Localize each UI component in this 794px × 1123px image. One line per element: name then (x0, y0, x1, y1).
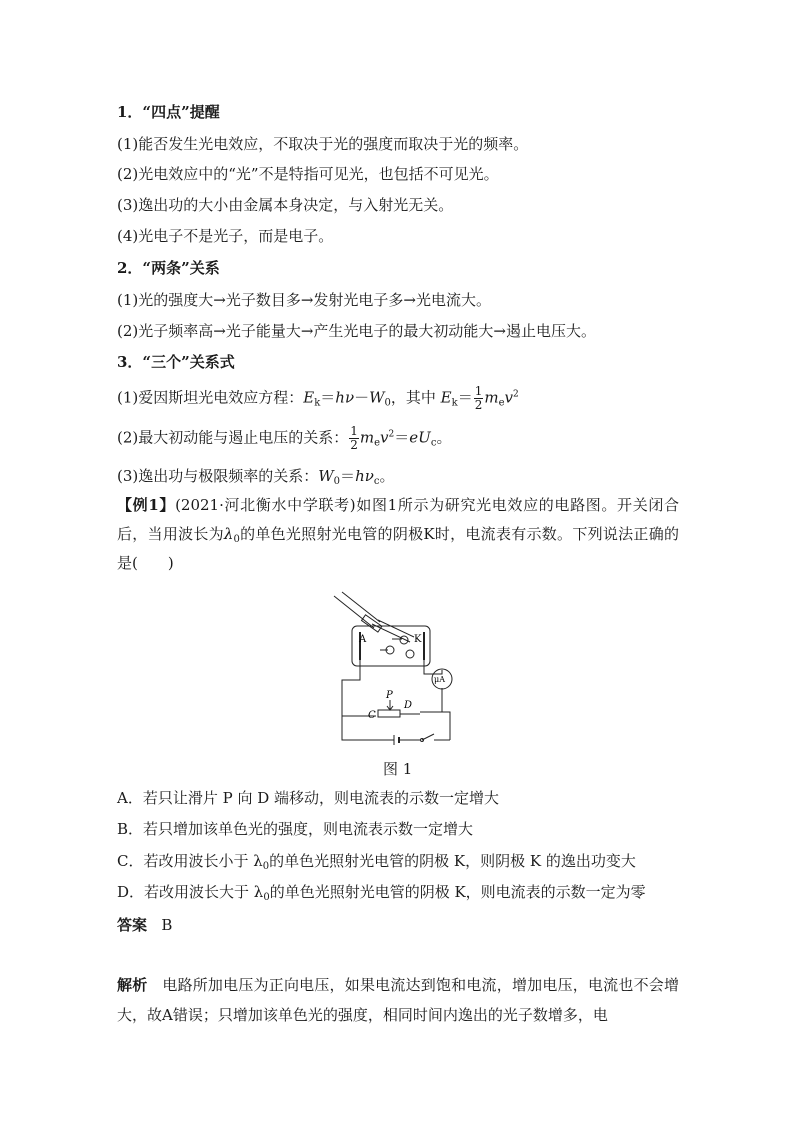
option-b: B．若只增加该单色光的强度，则电流表示数一定增大 (117, 820, 474, 838)
light-ray (378, 620, 414, 637)
answer (117, 914, 172, 935)
wire (420, 688, 442, 712)
formula-stopping-voltage: (2)最大初动能与遏止电压的关系： $\frac{1}{2}$ $m_ev^2=eU_c$。 (117, 424, 452, 452)
label-D: D (404, 700, 413, 711)
section-1-item: (4)光电子不是光子，而是电子。 (117, 227, 334, 245)
section-1-item: (3)逸出功的大小由金属本身决定，与入射光无关。 (117, 196, 454, 214)
figure-caption: 图 1 (383, 760, 413, 778)
example-tag: 【例1】 (117, 496, 176, 514)
label-C: C (368, 710, 376, 721)
example-question: 【例1】(2021·河北衡水中学联考)如图1所示为研究光电效应的电路图。开关闭合后，当用波长为$\lambda_0$的单色光照射光电管的阴极K时，电流表有示数。下列说法正确的是( ) (117, 496, 680, 572)
label-microammeter: μA (434, 675, 445, 684)
rheostat (378, 710, 400, 717)
answer-value: B (161, 916, 173, 934)
section-2-item: (2)光子频率高→光子能量大→产生光电子的最大初动能大→遏止电压大。 (117, 322, 596, 340)
section-2-item: (1)光的强度大→光子数目多→发射光电子多→光电流大。 (117, 291, 491, 309)
option-a: A．若只让滑片 P 向 D 端移动，则电流表的示数一定增大 (117, 789, 500, 807)
circuit-diagram (326, 590, 466, 750)
section-1-title: 1．“四点”提醒 (117, 103, 220, 121)
electron (406, 650, 414, 658)
fraction-half: $\frac{1}{2}$ (474, 384, 483, 412)
answer-label: 答案 (117, 916, 148, 934)
analysis-label: 解析 (117, 976, 148, 994)
section-1-item: (2)光电效应中的“光”不是特指可见光，也包括不可见光。 (117, 165, 499, 183)
option-d: D．若改用波长大于 $\lambda_0$的单色光照射光电管的阴极 K，则电流表的示数一定为零 (117, 883, 646, 903)
wire (420, 712, 450, 740)
formula-work-function: (3)逸出功与极限频率的关系：$W_0=h\nu_c$。 (117, 467, 395, 487)
phototube-window (362, 615, 382, 632)
label-K: K (414, 634, 422, 645)
analysis (117, 970, 679, 1030)
fraction-half: $\frac{1}{2}$ (350, 424, 358, 452)
example-source: (2021·河北衡水中学联考) (175, 496, 356, 514)
light-ray (372, 624, 410, 642)
section-3-title: 3．“三个”关系式 (117, 353, 235, 371)
switch-lever (422, 734, 434, 740)
option-c: C．若改用波长小于 $\lambda_0$的单色光照射光电管的阴极 K，则阴极 K 的逸出功变大 (117, 852, 636, 872)
analysis-text: 电路所加电压为正向电压，如果电流达到饱和电流，增加电压，电流也不会增大，故A错误；只增加该单色光的强度，相同时间内逸出的光子数增多，电 (117, 976, 679, 1024)
section-1-item: (1)能否发生光电效应，不取决于光的强度而取决于光的频率。 (117, 135, 529, 153)
wire (424, 660, 442, 674)
section-2-title: 2．“两条”关系 (117, 259, 220, 277)
formula-einstein: (1)爱因斯坦光电效应方程：$E_k=h\nu-W_0$，其中 $E_k=$ $\frac{1}{2}$ $m_ev^2$ (117, 384, 519, 412)
label-A: A (359, 634, 367, 645)
label-P: P (386, 690, 393, 701)
